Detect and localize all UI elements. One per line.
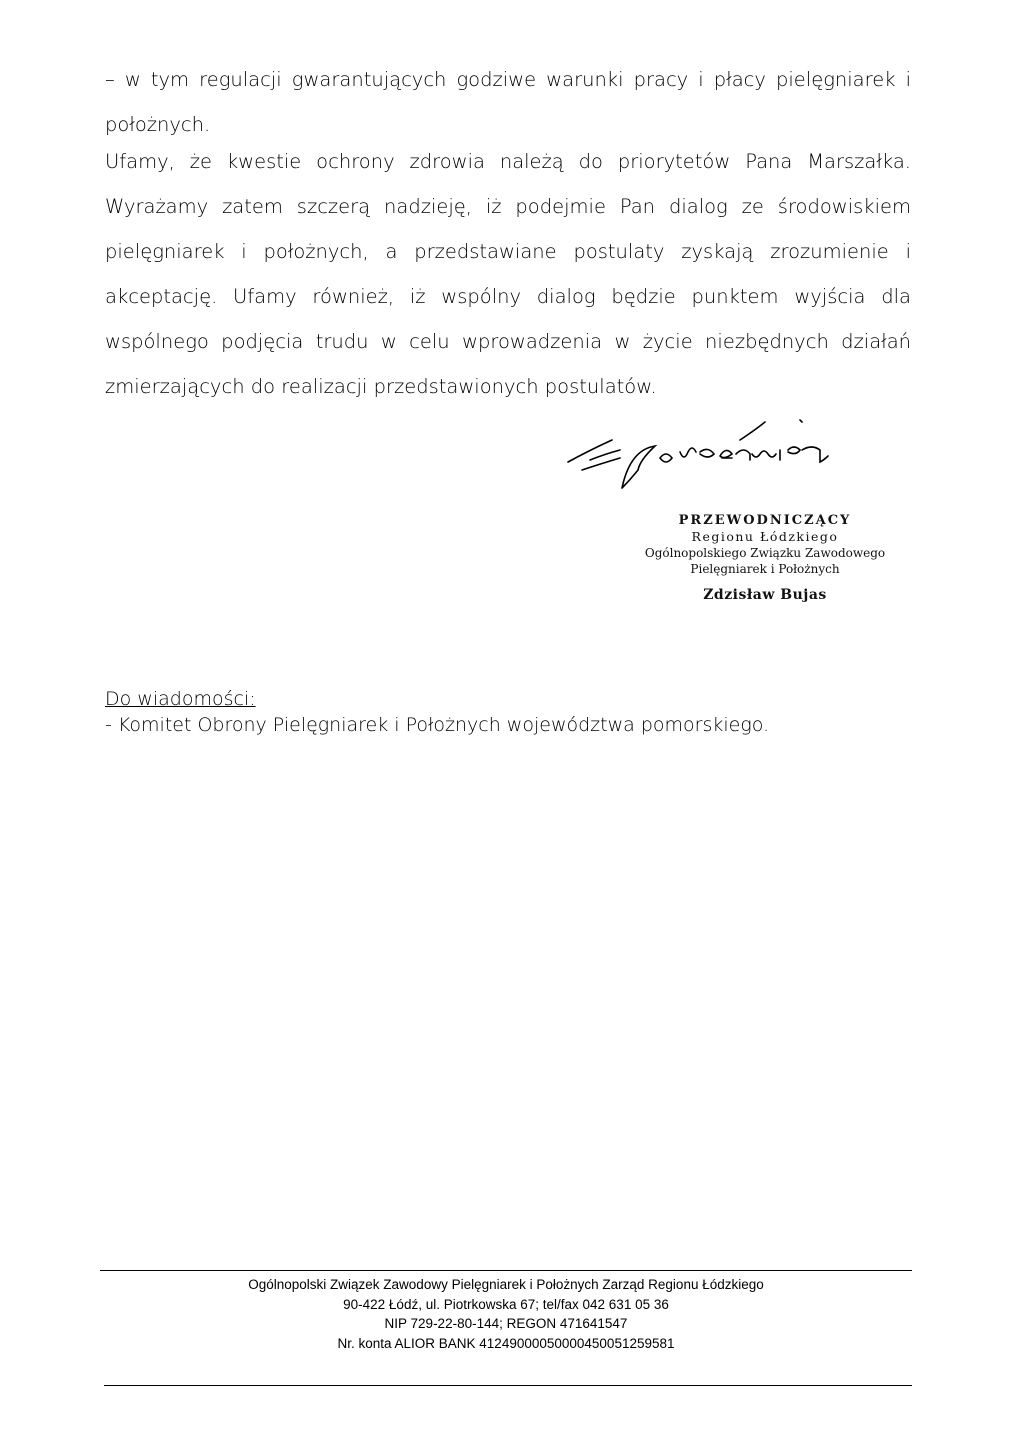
cc-heading: Do wiadomości: <box>105 688 256 710</box>
letterhead-footer <box>100 1275 912 1353</box>
cc-item: - Komitet Obrony Pielęgniarek i Położnych województwa pomorskiego. <box>105 714 770 736</box>
footer-organization: Ogólnopolski Związek Zawodowy Pielęgniarek i Położnych Zarząd Regionu Łódzkiego <box>248 1277 764 1292</box>
stamp-organization: Ogólnopolskiego Związku Zawodowego <box>644 546 886 560</box>
stamp-signatory-name: Zdzisław Bujas <box>703 587 827 603</box>
stamp-title: PRZEWODNICZĄCY <box>678 513 852 528</box>
stamp-region: Regionu Łódzkiego <box>691 529 839 544</box>
stamp-organization-2: Pielęgniarek i Położnych <box>690 562 840 576</box>
letter-body-paragraph-2 <box>105 139 911 409</box>
letter-body-paragraph-1 <box>105 57 911 147</box>
footer-bank-account: Nr. konta ALIOR BANK 41249000050000450051259581 <box>337 1335 675 1351</box>
handwritten-signature <box>560 410 900 510</box>
footer-divider-bottom <box>104 1385 912 1386</box>
footer-ids: NIP 729-22-80-144; REGON 471641547 <box>384 1316 628 1331</box>
footer-address: 90-422 Łódź, ul. Piotrkowska 67; tel/fax 042 631 05 36 <box>343 1296 669 1312</box>
paragraph-text: – w tym regulacji gwarantujących godziwe warunki pracy i płacy pielęgniarek i położnych. <box>105 68 911 136</box>
paragraph-text: Ufamy, że kwestie ochrony zdrowia należą do priorytetów Pana Marszałka. Wyrażamy zatem szczerą nadzieję, iż podejmie Pan dialog ze środowiskiem pielęgniarek i położnych, a przedstawiane postulaty zyskają zrozumienie i akceptację. Ufamy również, iż wspólny dialog będzie punktem wyjścia dla wspólnego podjęcia trudu w celu wprowadzenia w życie niezbędnych działań zmierzających do realizacji przedstawionych postulatów. <box>105 150 911 398</box>
footer-divider-top <box>100 1270 912 1271</box>
official-stamp <box>625 513 905 603</box>
signature-block <box>560 410 900 650</box>
